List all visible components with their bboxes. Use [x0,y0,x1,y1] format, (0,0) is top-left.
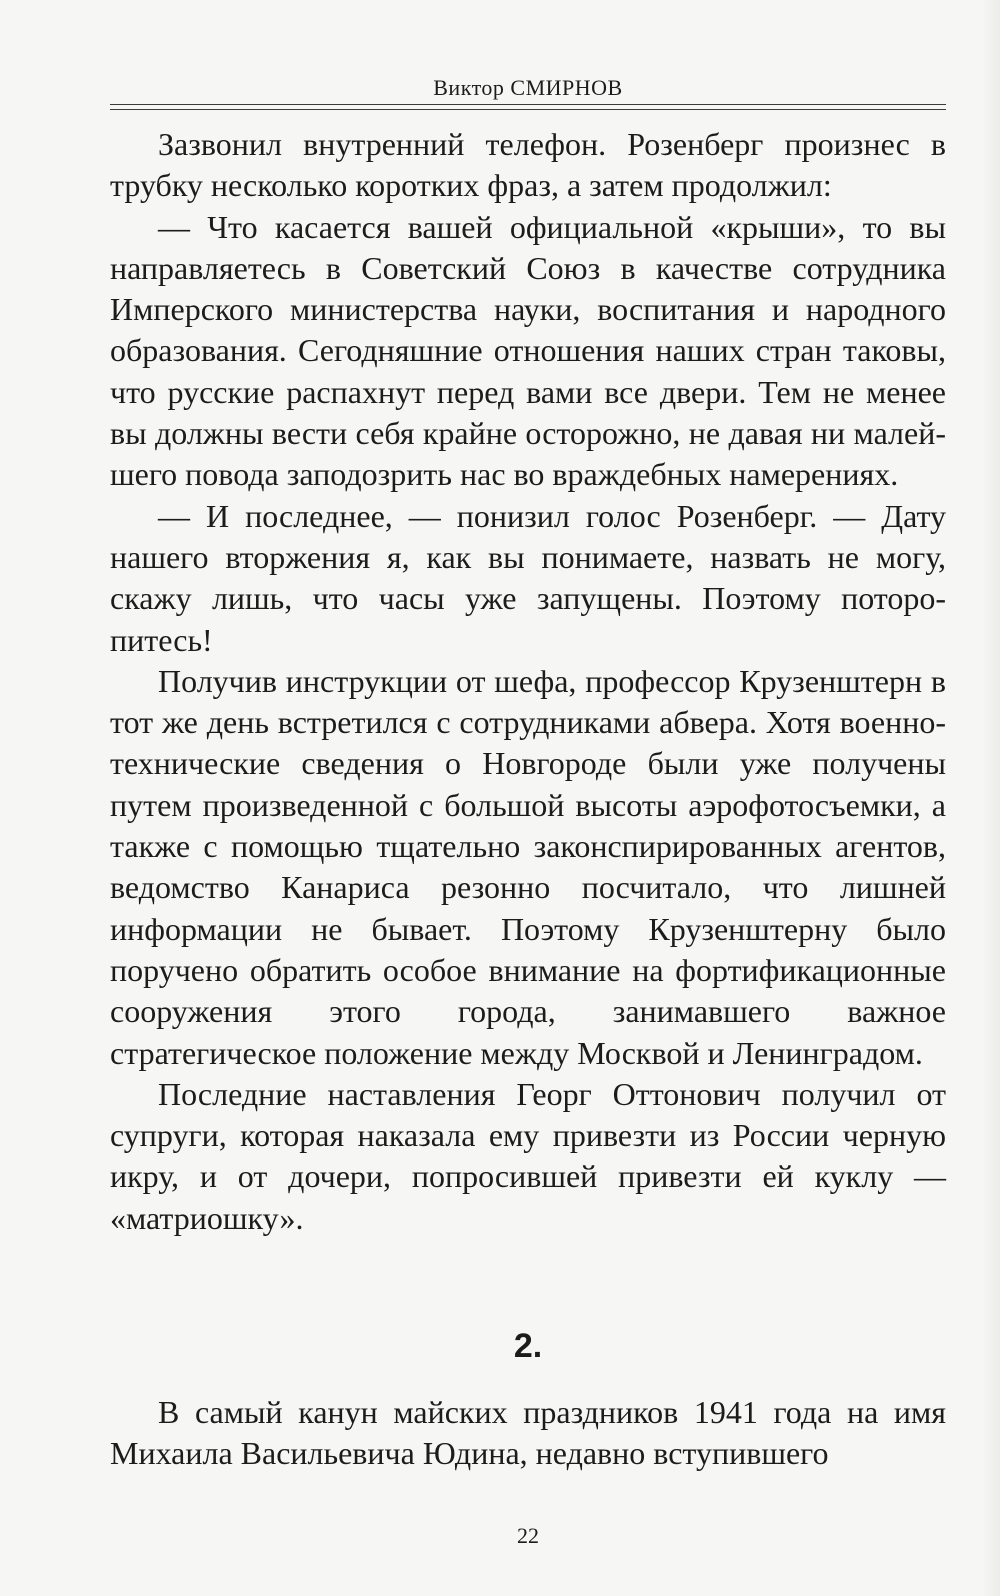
page-number: 22 [517,1523,539,1548]
header-rule-top [110,104,946,105]
header-rule-bottom [110,109,946,110]
paragraph: Зазвонил внутренний телефон. Розенберг произнес в трубку несколько коротких фраз, а затем продолжил: [110,126,946,204]
paragraph: Получив инструкции от шефа, профессор Крузенштерн в тот же день встретился с сотрудниками абвера. Хотя военно-технические сведения о Новгороде были уже получены путем произведенной с большой высоты аэрофотосъемки, а также с помощью тщательно законспирированных агентов, ведомство Канариса резонно посчитало, что лишней информации не бывает. Поэтому Крузенштерну было поручено обратить особое внимание на фортификационные сооружения этого города, занимавшего важное стратегическое положение между Москвой и Ленинградом. [110,662,946,1071]
main-text [110,124,946,1239]
section-text [110,1392,946,1475]
paragraph: — Что касается вашей официальной «крыши», то вы направляетесь в Советский Союз в качестве сотрудника Имперского министерства науки, воспитания и народного образования. Сегодняшние отношения наших стран таковы, что русские распахнут перед вами все двери. Тем не менее вы должны вести себя крайне осторожно, не давая ни малейшего повода заподозрить нас во враждебных намерениях. [110,208,946,493]
paragraph: В самый канун майских праздников 1941 года на имя Михаила Васильевича Юдина, недавно вступившего [110,1394,946,1472]
running-header: Виктор СМИРНОВ [433,75,623,100]
paragraph: Последние наставления Георг Оттонович получил от супруги, которая наказала ему привезти из России черную икру, и от дочери, попросившей привезти ей куклу — «матриошку». [110,1075,946,1236]
section-heading: 2. [513,1327,543,1365]
paragraph: — И последнее, — понизил голос Розенберг. — Дату нашего вторжения я, как вы понимаете, назвать не могу, скажу лишь, что часы уже запущены. Поэтому поторопитесь! [110,497,946,658]
page-edge-shadow [982,0,1000,1596]
